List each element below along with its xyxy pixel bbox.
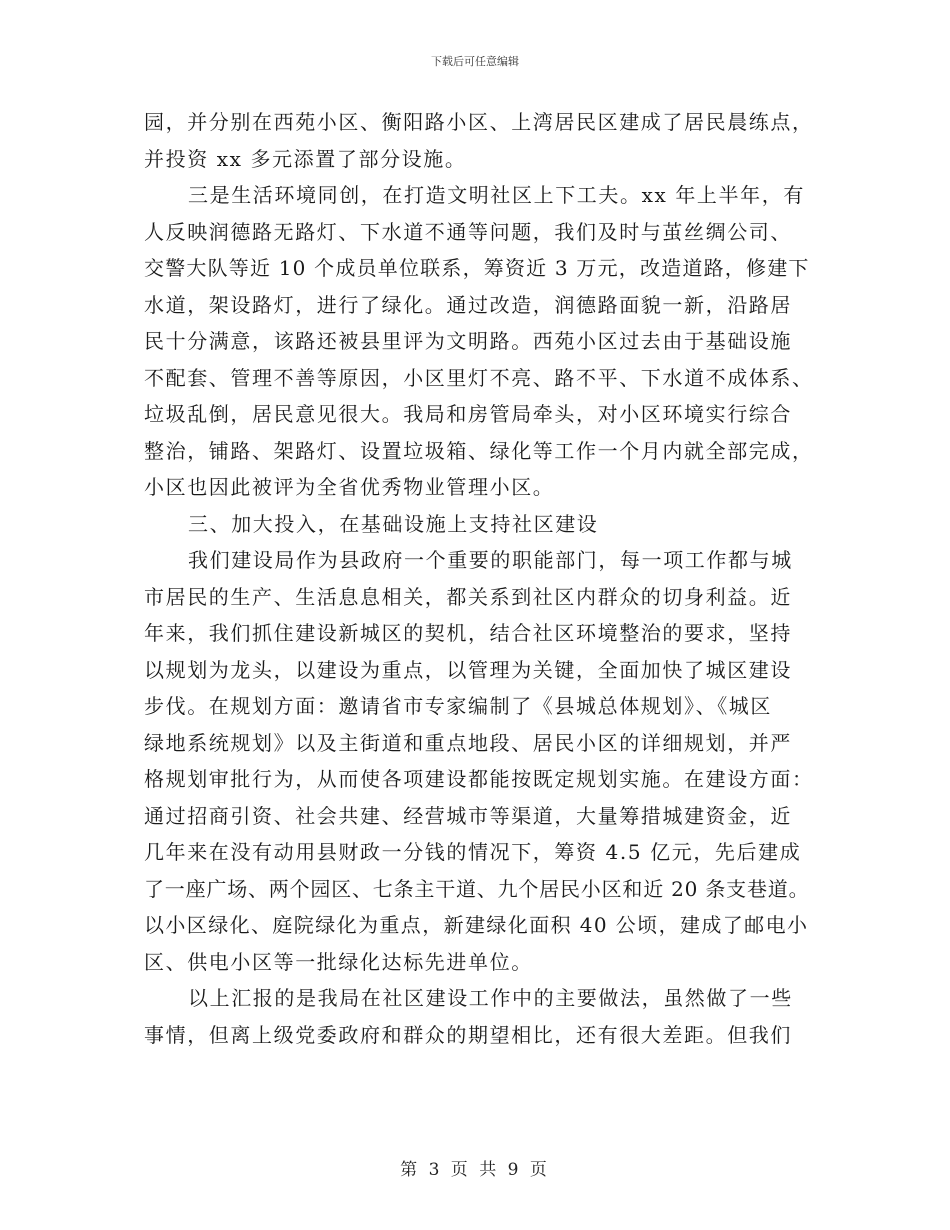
text-line: 以规划为龙头，以建设为重点，以管理为关键，全面加快了城区建设	[144, 657, 792, 682]
text-line: 垃圾乱倒，居民意见很大。我局和房管局牵头，对小区环境实行综合	[144, 402, 792, 426]
text-line: 绿地系统规划》以及主街道和重点地段、居民小区的详细规划，并严	[144, 730, 792, 755]
text-line: 以小区绿化、庭院绿化为重点，新建绿化面积 40 公顷，建成了邮电小	[144, 913, 809, 937]
text-line: 区、供电小区等一批绿化达标先进单位。	[144, 949, 533, 974]
text-line: 民十分满意，该路还被县里评为文明路。西苑小区过去由于基础设施	[144, 329, 792, 353]
text-line: 年来，我们抓住建设新城区的契机，结合社区环境整治的要求，坚持	[144, 621, 792, 645]
page-number-footer: 第 3 页 共 9 页	[400, 1160, 550, 1180]
text-line: 事情，但离上级党委政府和群众的期望相比，还有很大差距。但我们	[144, 1022, 792, 1047]
text-line: 水道，架设路灯，进行了绿化。通过改造，润德路面貌一新，沿路居	[144, 292, 792, 317]
text-line: 交警大队等近 10 个成员单位联系，筹资近 3 万元，改造道路，修建下	[144, 256, 810, 280]
text-line: 几年来在没有动用县财政一分钱的情况下，筹资 4.5 亿元，先后建成	[144, 840, 802, 864]
text-line: 我们建设局作为县政府一个重要的职能部门，每一项工作都与城	[188, 548, 793, 572]
text-line: 格规划审批行为，从而使各项建设都能按既定规划实施。在建设方面：	[144, 767, 814, 791]
text-line: 市居民的生产、生活息息相关，都关系到社区内群众的切身利益。近	[144, 584, 792, 609]
text-line: 了一座广场、两个园区、七条主干道、九个居民小区和近 20 条支巷道。	[144, 876, 810, 901]
text-line: 不配套、管理不善等原因，小区里灯不亮、路不平、下水道不成体系、	[144, 365, 814, 390]
text-line: 通过招商引资、社会共建、经营城市等渠道，大量筹措城建资金，近	[144, 803, 792, 828]
text-line: 并投资 xx 多元添置了部分设施。	[144, 146, 467, 171]
text-line: 以上汇报的是我局在社区建设工作中的主要做法，虽然做了一些	[188, 986, 793, 1010]
text-line: 小区也因此被评为全省优秀物业管理小区。	[144, 475, 555, 499]
text-line: 步伐。在规划方面：邀请省市专家编制了《县城总体规划》、《城区	[144, 694, 772, 718]
text-line: 人反映润德路无路灯、下水道不通等问题，我们及时与茧丝绸公司、	[144, 219, 792, 244]
page-header: 下载后可任意编辑	[431, 55, 519, 68]
document-body	[144, 104, 814, 1053]
text-line: 三是生活环境同创，在打造文明社区上下工夫。xx 年上半年，有	[188, 183, 805, 207]
text-line: 三、加大投入，在基础设施上支持社区建设	[188, 511, 599, 536]
text-line: 园，并分别在西苑小区、衡阳路小区、上湾居民区建成了居民晨练点，	[144, 110, 814, 134]
text-line: 整治，铺路、架路灯、设置垃圾箱、绿化等工作一个月内就全部完成，	[144, 438, 814, 463]
